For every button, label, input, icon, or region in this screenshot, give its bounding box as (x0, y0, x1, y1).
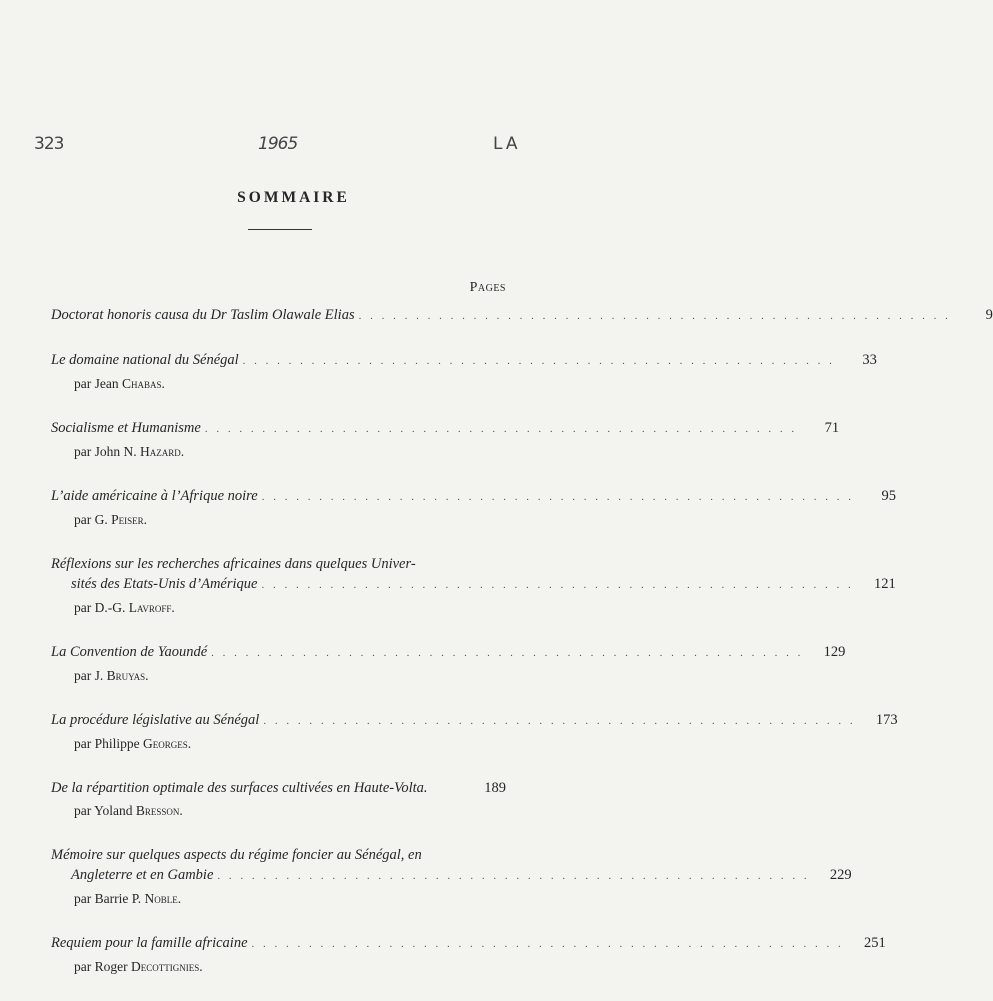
toc-entry (51, 486, 896, 530)
toc-entry-line (51, 574, 896, 595)
author-prefix: par John N. (74, 444, 140, 459)
author-suffix: . (187, 736, 192, 751)
toc-entry-line (51, 486, 896, 507)
toc-entry-line (51, 418, 840, 439)
toc-entry (51, 642, 846, 686)
author-prefix: par D.-G. (74, 600, 129, 615)
entry-author (51, 801, 506, 821)
handwritten-note-left: 323 (34, 134, 64, 154)
toc-entry-line (51, 865, 852, 886)
author-surname: Bresson (135, 803, 180, 818)
table-of-contents (51, 305, 993, 1001)
dot-leader: . . . . . . . . . . . . . . . . . . . . . . . . . . . . . . . . . . . . . . . . . . . . . . . . . . . . (263, 715, 856, 727)
entry-author (51, 374, 506, 394)
entry-title: Angleterre et en Gambie (71, 867, 214, 883)
page-number: 129 (823, 644, 846, 660)
entry-title: Le domaine national du Sénégal (51, 352, 239, 368)
dot-leader: . . . . . . . . . . . . . . . . . . . . . . . . . . . . . . . . . . . . . . . . . . . . . . . . . . . . (261, 491, 854, 503)
author-prefix: par G. (74, 512, 112, 527)
toc-entry-line (51, 933, 886, 954)
author-suffix: . (161, 376, 165, 391)
toc-entry-line (51, 350, 877, 371)
author-suffix: . (143, 512, 148, 527)
author-surname: Georges (143, 736, 188, 751)
toc-entry-line (51, 305, 993, 326)
entry-title: La Convention de Yaoundé (51, 644, 208, 660)
page-number: 95 (881, 488, 896, 504)
author-prefix: par Jean (74, 376, 122, 391)
author-prefix: par Philippe (74, 736, 143, 751)
page-number: 33 (862, 352, 877, 368)
pages-column-header: Pages (469, 280, 506, 295)
author-surname: Hazard (140, 444, 181, 459)
entry-title: Socialisme et Humanisme (51, 420, 201, 436)
author-prefix: par Roger (74, 959, 131, 974)
entry-author (51, 734, 506, 754)
entry-title: sités des Etats-Unis d’Amérique (71, 576, 258, 592)
dot-leader: . . . . . . . . . . . . . . . . . . . . . . . . . . . . . . . . . . . . . . . . . . . . . . . . . . . . (204, 423, 798, 435)
author-suffix: . (171, 600, 175, 615)
author-suffix: . (179, 803, 183, 818)
toc-entry (51, 350, 877, 394)
toc-entry (51, 845, 852, 909)
page-number: 251 (864, 935, 886, 951)
handwritten-note-right: LA (493, 134, 521, 154)
page-number: 189 (484, 780, 506, 796)
author-suffix: . (180, 444, 185, 459)
page-number: 229 (829, 867, 852, 883)
author-surname: Noble (144, 891, 178, 906)
toc-entry-line (51, 554, 506, 574)
dot-leader: . . . . . . . . . . . . . . . . . . . . . . . . . . . . . . . . . . . . . . . . . . . . . . . . . . . . (217, 870, 810, 882)
toc-entry (51, 778, 506, 821)
entry-title: La procédure législative au Sénégal (51, 712, 260, 728)
author-prefix: par Yoland (74, 803, 136, 818)
entry-title: Requiem pour la famille africaine (51, 935, 248, 951)
toc-entry (51, 418, 840, 462)
entry-title: Mémoire sur quelques aspects du régime foncier au Sénégal, en (51, 847, 422, 863)
author-suffix: . (177, 891, 182, 906)
toc-entry (51, 554, 896, 618)
dot-leader: . . . . . . . . . . . . . . . . . . . . . . . . . . . . . . . . . . . . . . . . . . . . . . . . . . . . (242, 355, 835, 367)
dot-leader: . . . . . . . . . . . . . . . . . . . . . . . . . . . . . . . . . . . . . . . . . . . . . . . . . . . . (358, 310, 951, 322)
toc-entry-line (51, 642, 846, 663)
page-title: SOMMAIRE (237, 189, 350, 206)
dot-leader: . . . . . . . . . . . . . . . . . . . . . . . . . . . . . . . . . . . . . . . . . . . . . . . . . . . . (211, 647, 804, 659)
entry-author (51, 510, 506, 530)
dot-leader: . . . . . . . . . . . . . . . . . . . . . . . . . . . . . . . . . . . . . . . . . . . . . . . . . . . . (251, 938, 844, 950)
entry-title: Doctorat honoris causa du Dr Taslim Olawale Elias (51, 307, 355, 323)
handwritten-note-center: 1965 (258, 134, 298, 154)
dot-leader: . . . . . . . . . . . . . . . . . . . . . . . . . . . . . . . . . . . . . . . . . . . . . . . . . . . . (261, 579, 854, 591)
title-rule (248, 229, 312, 230)
author-surname: Peiser (111, 512, 144, 527)
toc-entry (51, 710, 898, 754)
entry-author (51, 957, 506, 977)
entry-author (51, 889, 506, 909)
page-number: 121 (873, 576, 896, 592)
entry-title: L’aide américaine à l’Afrique noire (51, 488, 258, 504)
toc-entry-line (51, 845, 506, 865)
author-surname: Lavroff (128, 600, 172, 615)
entry-author (51, 442, 506, 462)
author-surname: Chabas (121, 376, 162, 391)
entry-title: De la répartition optimale des surfaces cultivées en Haute-Volta. (51, 780, 428, 796)
toc-entry-line (51, 710, 898, 731)
entry-author (51, 598, 506, 618)
toc-entry (51, 305, 993, 326)
author-prefix: par J. (74, 668, 107, 683)
author-surname: Bruyas (106, 668, 146, 683)
toc-entry (51, 933, 886, 977)
author-surname: Decottignies (130, 959, 200, 974)
author-suffix: . (199, 959, 203, 974)
author-prefix: par Barrie P. (74, 891, 145, 906)
entry-author (51, 666, 506, 686)
page-number: 173 (875, 712, 898, 728)
page-number: 71 (824, 420, 840, 436)
entry-title: Réflexions sur les recherches africaines dans quelques Univer- (51, 556, 416, 572)
page-number: 9 (985, 307, 993, 323)
author-suffix: . (145, 668, 149, 683)
toc-entry-line (51, 778, 506, 798)
